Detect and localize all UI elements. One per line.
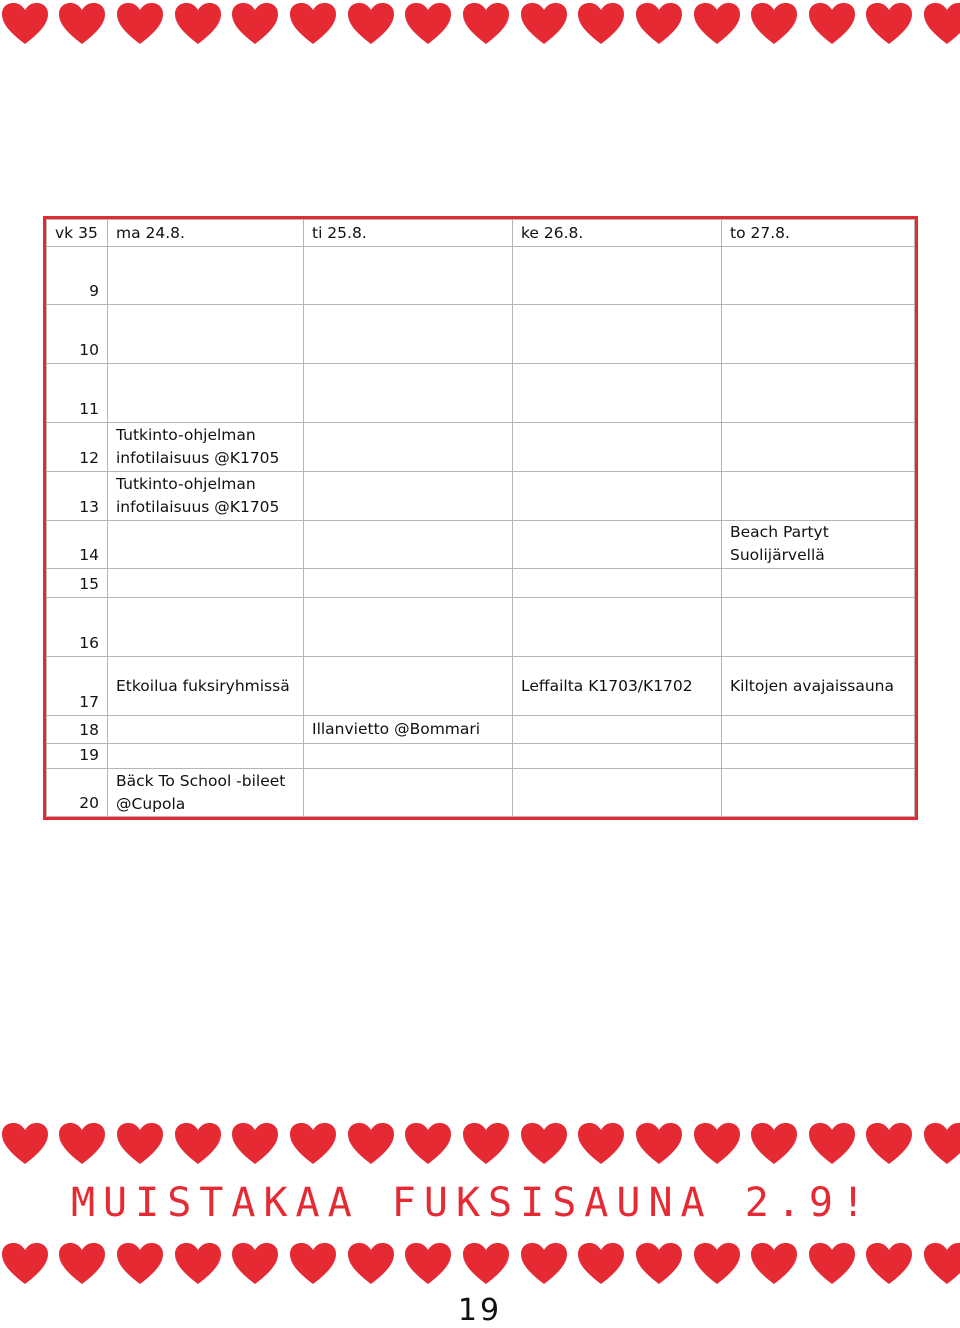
heart-icon: [688, 2, 746, 50]
cell-wednesday: [513, 521, 722, 569]
cell-tuesday: [304, 472, 513, 521]
cell-thursday: [722, 472, 915, 521]
cell-monday: [108, 716, 304, 743]
heart-icon: [399, 1242, 457, 1290]
hour-label: 11: [47, 364, 108, 423]
cell-tuesday: [304, 743, 513, 768]
heart-icon: [0, 1122, 54, 1170]
event-text: infotilaisuus @K1705: [116, 498, 280, 517]
heart-icon: [169, 1242, 227, 1290]
cell-monday: [108, 364, 304, 423]
cell-wednesday: [513, 598, 722, 657]
heart-icon: [630, 1242, 688, 1290]
cell-tuesday: [304, 657, 513, 716]
schedule-row: [47, 423, 915, 472]
week-label: vk 35: [47, 220, 108, 247]
cell-thursday: [722, 598, 915, 657]
schedule-row: [47, 743, 915, 768]
schedule-row: [47, 364, 915, 423]
schedule-row: [47, 472, 915, 521]
schedule-row: [47, 716, 915, 743]
cell-monday: [108, 657, 304, 716]
page-number: 19: [457, 1293, 503, 1328]
event-text: Tutkinto-ohjelman: [116, 475, 256, 494]
cell-monday: [108, 305, 304, 364]
hour-label: 9: [47, 247, 108, 305]
cell-wednesday: [513, 716, 722, 743]
heart-icon: [342, 2, 400, 50]
cell-wednesday: [513, 568, 722, 597]
cell-tuesday: [304, 423, 513, 472]
heart-icon: [918, 2, 960, 50]
hour-label: 14: [47, 521, 108, 569]
day-header-monday: ma 24.8.: [108, 220, 304, 247]
event-text: Beach Partyt: [730, 523, 829, 542]
cell-monday: [108, 423, 304, 472]
cell-tuesday: [304, 305, 513, 364]
heart-icon: [918, 1122, 960, 1170]
hour-label: 18: [47, 716, 108, 743]
heart-icon: [399, 1122, 457, 1170]
cell-monday: [108, 769, 304, 817]
hour-label: 15: [47, 568, 108, 597]
heart-icon: [284, 1242, 342, 1290]
heart-icon: [54, 2, 112, 50]
cell-wednesday: [513, 423, 722, 472]
schedule-table: [43, 216, 918, 820]
event-text: infotilaisuus @K1705: [116, 449, 280, 468]
heart-icon: [572, 1122, 630, 1170]
hour-label: 20: [47, 769, 108, 817]
cell-thursday: [722, 305, 915, 364]
heart-icon: [918, 1242, 960, 1290]
cell-wednesday: [513, 364, 722, 423]
cell-tuesday: [304, 364, 513, 423]
cell-wednesday: [513, 769, 722, 817]
heart-icon: [0, 1242, 54, 1290]
cell-thursday: [722, 769, 915, 817]
cell-wednesday: [513, 472, 722, 521]
heart-icon: [803, 1122, 861, 1170]
heart-icon: [515, 2, 573, 50]
cell-tuesday: [304, 521, 513, 569]
heart-icon: [54, 1122, 112, 1170]
heart-icon: [803, 2, 861, 50]
cell-monday: [108, 472, 304, 521]
heart-icon: [169, 2, 227, 50]
heart-icon: [227, 1242, 285, 1290]
heart-icon: [227, 1122, 285, 1170]
schedule-row: [47, 598, 915, 657]
cell-tuesday: [304, 598, 513, 657]
cell-thursday: [722, 521, 915, 569]
cell-tuesday: [304, 568, 513, 597]
schedule-row: [47, 568, 915, 597]
cell-wednesday: [513, 305, 722, 364]
cell-tuesday: [304, 247, 513, 305]
event-text: Tutkinto-ohjelman: [116, 426, 256, 445]
event-text: Illanvietto @Bommari: [312, 719, 481, 738]
event-text: @Cupola: [116, 794, 186, 813]
cell-wednesday: [513, 657, 722, 716]
cell-monday: [108, 521, 304, 569]
hour-label: 16: [47, 598, 108, 657]
heart-icon: [861, 1122, 919, 1170]
heart-icon: [572, 2, 630, 50]
schedule-row: [47, 305, 915, 364]
cell-thursday: [722, 364, 915, 423]
heart-icon: [284, 2, 342, 50]
heart-icon: [111, 1122, 169, 1170]
cell-thursday: [722, 657, 915, 716]
hour-label: 17: [47, 657, 108, 716]
heart-icon: [861, 2, 919, 50]
heart-icon: [284, 1122, 342, 1170]
heart-icon: [803, 1242, 861, 1290]
hour-label: 19: [47, 743, 108, 768]
heart-icon: [630, 2, 688, 50]
heart-icon: [169, 1122, 227, 1170]
schedule-row: [47, 247, 915, 305]
header-row: [47, 220, 915, 247]
hour-label: 13: [47, 472, 108, 521]
cell-monday: [108, 247, 304, 305]
heart-icon: [111, 1242, 169, 1290]
hearts-row-middle: [0, 1122, 960, 1170]
cell-thursday: [722, 716, 915, 743]
cell-tuesday: [304, 769, 513, 817]
event-text: Suolijärvellä: [730, 546, 825, 565]
heart-icon: [861, 1242, 919, 1290]
cell-monday: [108, 598, 304, 657]
heart-icon: [457, 1122, 515, 1170]
cell-tuesday: [304, 716, 513, 743]
heart-icon: [0, 2, 54, 50]
hearts-row-top: [0, 2, 960, 50]
heart-icon: [745, 1122, 803, 1170]
event-text: Kiltojen avajaissauna: [730, 676, 895, 695]
event-text: Bäck To School -bileet: [116, 771, 286, 790]
heart-icon: [457, 1242, 515, 1290]
schedule-row: [47, 657, 915, 716]
heart-icon: [111, 2, 169, 50]
heart-icon: [745, 1242, 803, 1290]
cell-monday: [108, 568, 304, 597]
event-text: Leffailta K1703/K1702: [521, 676, 693, 695]
cell-thursday: [722, 247, 915, 305]
day-header-thursday: to 27.8.: [722, 220, 915, 247]
schedule-row: [47, 521, 915, 569]
heart-icon: [630, 1122, 688, 1170]
heart-icon: [515, 1242, 573, 1290]
hour-label: 10: [47, 305, 108, 364]
day-header-tuesday: ti 25.8.: [304, 220, 513, 247]
heart-icon: [54, 1242, 112, 1290]
heart-icon: [515, 1122, 573, 1170]
cell-thursday: [722, 568, 915, 597]
cell-thursday: [722, 423, 915, 472]
cell-wednesday: [513, 743, 722, 768]
heart-icon: [399, 2, 457, 50]
heart-icon: [227, 2, 285, 50]
cell-monday: [108, 743, 304, 768]
heart-icon: [342, 1122, 400, 1170]
hour-label: 12: [47, 423, 108, 472]
heart-icon: [688, 1122, 746, 1170]
cell-wednesday: [513, 247, 722, 305]
heart-icon: [745, 2, 803, 50]
sauna-reminder: MUISTAKAA FUKSISAUNA 2.9!: [70, 1180, 874, 1226]
heart-icon: [457, 2, 515, 50]
day-header-wednesday: ke 26.8.: [513, 220, 722, 247]
heart-icon: [688, 1242, 746, 1290]
schedule-row: [47, 769, 915, 817]
cell-thursday: [722, 743, 915, 768]
hearts-row-bottom: [0, 1242, 960, 1290]
heart-icon: [572, 1242, 630, 1290]
heart-icon: [342, 1242, 400, 1290]
event-text: Etkoilua fuksiryhmissä: [116, 676, 290, 695]
